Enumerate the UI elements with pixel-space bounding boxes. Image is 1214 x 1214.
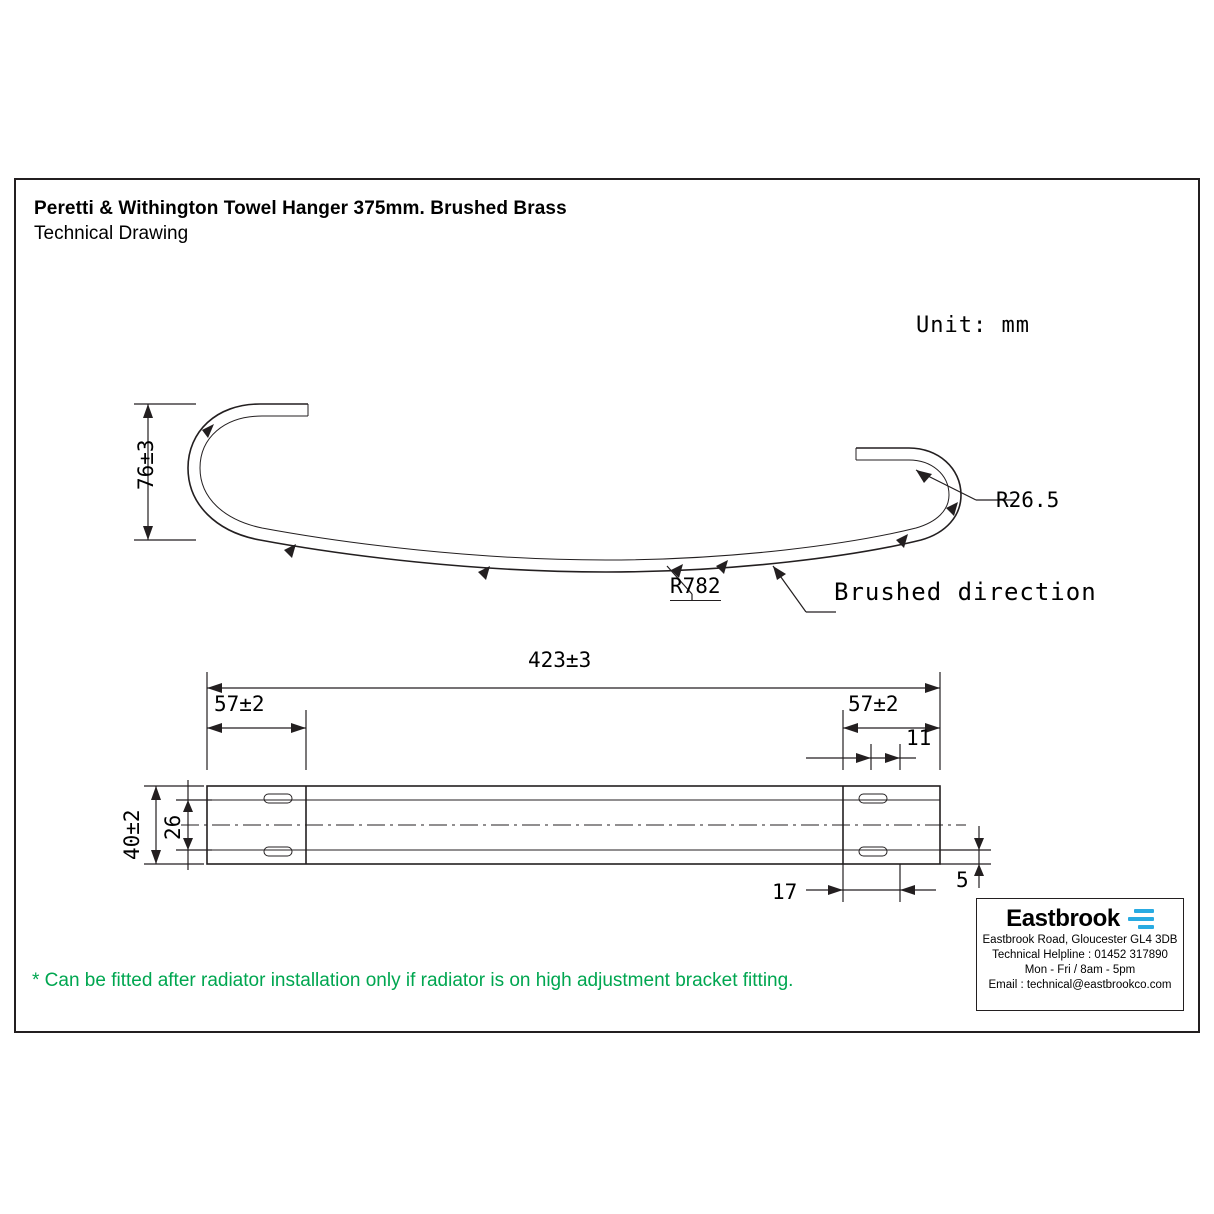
brand-logo-block [976, 898, 1184, 1011]
brand-name: Eastbrook [1006, 905, 1120, 932]
page-title: Peretti & Withington Towel Hanger 375mm. Brushed Brass [34, 198, 567, 219]
dim-radius-large-label: R782 [670, 574, 721, 601]
brand-helpline: Technical Helpline : 01452 317890 [992, 949, 1168, 961]
dim-radius-small-label: R26.5 [996, 488, 1060, 512]
dim-offset-17-label: 17 [772, 880, 798, 904]
brand-hours: Mon - Fri / 8am - 5pm [1024, 964, 1136, 976]
dim-depth-label: 40±2 [120, 809, 144, 860]
footnote: * Can be fitted after radiator installation only if radiator is on high adjustment bracket fitting. [32, 970, 794, 991]
dim-offset-5-label: 5 [956, 868, 969, 892]
brand-email: Email : technical@eastbrookco.com [988, 979, 1172, 991]
brand-address: Eastbrook Road, Gloucester GL4 3DB [982, 934, 1178, 946]
drawing-sheet [14, 178, 1200, 1033]
unit-note: Unit: mm [916, 313, 1030, 338]
dim-overall-length-label: 423±3 [528, 648, 592, 672]
dim-offset-11-label: 11 [906, 726, 932, 750]
brushed-direction-label: Brushed direction [834, 578, 1097, 606]
page-subtitle: Technical Drawing [34, 223, 189, 244]
dim-height-label: 76±3 [134, 439, 158, 490]
eastbrook-bars-icon [1128, 909, 1154, 929]
dim-bracket-left-label: 57±2 [214, 692, 265, 716]
title-block [34, 196, 567, 246]
dim-inner-depth-label: 26 [161, 814, 185, 840]
dim-bracket-right-label: 57±2 [848, 692, 899, 716]
